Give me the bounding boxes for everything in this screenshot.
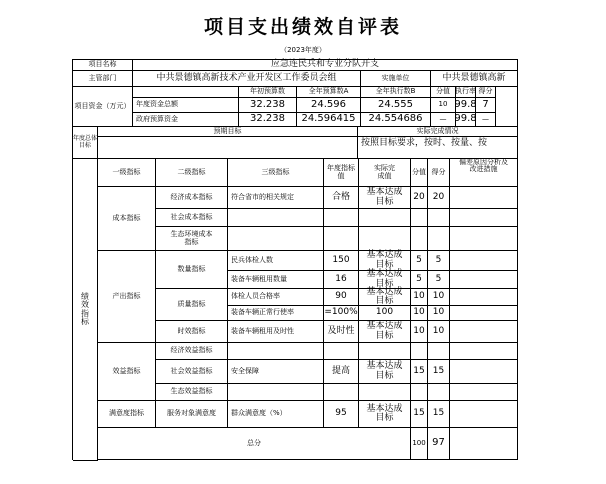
- funds-row-gov-executed: 24.554686: [361, 113, 431, 127]
- row-score: 15: [428, 360, 450, 384]
- total-points: 100: [411, 428, 428, 460]
- row-score: [428, 384, 450, 401]
- row-points: [411, 209, 428, 227]
- row-actual: 基本达成目标: [359, 321, 411, 343]
- goal-label: 年度总体目标: [73, 127, 98, 159]
- row-target: 提高: [324, 360, 359, 384]
- funds-row-gov-label: 政府预算资金: [133, 113, 239, 127]
- row-level3: 装备车辆租用数量: [228, 271, 324, 289]
- row-actual: [359, 384, 411, 401]
- funds-header-score: 得分: [476, 87, 496, 98]
- funds-row-total-full: 24.596: [297, 98, 361, 113]
- row-score: 5: [428, 271, 450, 289]
- row-target: 及时性: [324, 321, 359, 343]
- level2-quantity: 数量指标: [156, 251, 228, 289]
- row-actual: [359, 209, 411, 227]
- total-reason: [450, 428, 518, 460]
- row-level3: 装备车辆租用及时性: [228, 321, 324, 343]
- funds-header-rate: 执行率: [456, 87, 476, 98]
- row-target: 95: [324, 401, 359, 428]
- row-target: [324, 209, 359, 227]
- row-reason: [450, 384, 518, 401]
- row-level3: [228, 384, 324, 401]
- total-score: 97: [428, 428, 450, 460]
- funds-header-initial: 年初预算数: [239, 87, 297, 98]
- funds-header-blank: [133, 87, 239, 98]
- row-points: [411, 384, 428, 401]
- row-level2: 生态环境成本指标: [156, 227, 228, 251]
- funds-row-total-label: 年度资金总额: [133, 98, 239, 113]
- row-reason: [450, 187, 518, 209]
- funds-label: 项目资金（万元）: [73, 87, 133, 127]
- dept-label: 主管部门: [73, 71, 133, 87]
- funds-row-gov-points: —: [431, 113, 456, 127]
- row-reason: [450, 209, 518, 227]
- header-target: 年度指标值: [324, 159, 359, 187]
- row-level3: 符合省市的相关规定: [228, 187, 324, 209]
- row-level2: 经济成本指标: [156, 187, 228, 209]
- page-title: 项目支出绩效自评表: [203, 16, 402, 38]
- funds-row-total-rate: 99.8: [456, 98, 476, 113]
- row-level3: 安全保障: [228, 360, 324, 384]
- funds-row-total-initial: 32.238: [239, 98, 297, 113]
- header-score: 得分: [428, 159, 450, 187]
- row-reason: [450, 401, 518, 428]
- funds-header-points: 分值: [431, 87, 456, 98]
- header-points: 分值: [411, 159, 428, 187]
- page-subtitle: （2023年度）: [280, 46, 326, 54]
- impl-label: 实施单位: [361, 71, 431, 87]
- row-reason: [450, 321, 518, 343]
- row-level2: 时效指标: [156, 321, 228, 343]
- row-level3: [228, 343, 324, 360]
- row-reason: [450, 271, 518, 289]
- header-level1: 一级指标: [98, 159, 156, 187]
- project-name-label: 项目名称: [73, 60, 133, 71]
- funds-header-full: 全年预算数A: [297, 87, 361, 98]
- impl-value: 中共景德镇高新: [431, 71, 518, 87]
- row-actual: 基本达成目标: [359, 289, 411, 306]
- row-points: 5: [411, 251, 428, 271]
- actual-goal-value: 按照目标要求，按时、按量、按: [358, 137, 518, 159]
- row-level2: 生态效益指标: [156, 384, 228, 401]
- row-level3: [228, 209, 324, 227]
- row-level3: [228, 227, 324, 251]
- row-score: 10: [428, 289, 450, 306]
- row-target: 16: [324, 271, 359, 289]
- level2-quality: 质量指标: [156, 289, 228, 321]
- row-score: 5: [428, 251, 450, 271]
- row-points: [411, 343, 428, 360]
- row-actual: 基本达成目标: [359, 187, 411, 209]
- actual-goal-label: 实际完成情况: [358, 127, 518, 137]
- row-level3: 装备车辆正常行使率: [228, 306, 324, 321]
- row-points: 10: [411, 321, 428, 343]
- funds-row-gov-rate: 99.8: [456, 113, 476, 127]
- row-level2: 社会效益指标: [156, 360, 228, 384]
- expected-goal-label: 预期目标: [98, 127, 358, 137]
- row-points: 10: [411, 306, 428, 321]
- dept-value: 中共景德镇高新技术产业开发区工作委员会组: [133, 71, 361, 87]
- row-points: 5: [411, 271, 428, 289]
- header-actual: 实际完成值: [359, 159, 411, 187]
- total-label: 总分: [98, 428, 411, 460]
- funds-blank-right: [496, 87, 518, 127]
- row-points: 10: [411, 289, 428, 306]
- row-points: 15: [411, 360, 428, 384]
- row-level3: 民兵体检人数: [228, 251, 324, 271]
- header-reason: 偏差原因分析及改进措施: [450, 159, 518, 187]
- row-reason: [450, 251, 518, 271]
- header-level3: 三级指标: [228, 159, 324, 187]
- row-points: 20: [411, 187, 428, 209]
- header-level2: 二级指标: [156, 159, 228, 187]
- funds-row-total-points: 10: [431, 98, 456, 113]
- funds-row-total-score: 7: [476, 98, 496, 113]
- group-output: 产出指标: [98, 251, 156, 343]
- funds-header-executed: 全年执行数B: [361, 87, 431, 98]
- row-level3: 体检人员合格率: [228, 289, 324, 306]
- group-satisfaction: 满意度指标: [98, 401, 156, 428]
- row-score: [428, 343, 450, 360]
- funds-row-gov-full: 24.596415: [297, 113, 361, 127]
- row-actual: [359, 227, 411, 251]
- row-target: 合格: [324, 187, 359, 209]
- project-name-value: 应急连民兵和专业分队开支: [133, 60, 518, 71]
- row-level3: 群众满意度（%）: [228, 401, 324, 428]
- group-benefit: 效益指标: [98, 343, 156, 401]
- row-reason: [450, 227, 518, 251]
- row-reason: [450, 360, 518, 384]
- row-target: [324, 227, 359, 251]
- row-actual: 基本达成目标: [359, 251, 411, 271]
- row-actual: 100: [359, 306, 411, 321]
- row-score: 10: [428, 321, 450, 343]
- row-level2: 服务对象满意度: [156, 401, 228, 428]
- row-points: 15: [411, 401, 428, 428]
- row-target: 150: [324, 251, 359, 271]
- row-actual: 基本达成目标: [359, 401, 411, 428]
- row-level2: 社会成本指标: [156, 209, 228, 227]
- row-actual: 基本达成目标: [359, 271, 411, 289]
- group-cost: 成本指标: [98, 187, 156, 251]
- row-target: 90: [324, 289, 359, 306]
- row-target: =100%: [324, 306, 359, 321]
- row-score: 10: [428, 306, 450, 321]
- evaluation-table: [72, 59, 518, 460]
- row-reason: [450, 289, 518, 306]
- expected-goal-value: [98, 137, 358, 159]
- row-reason: [450, 306, 518, 321]
- funds-row-total-executed: 24.555: [361, 98, 431, 113]
- row-actual: [359, 343, 411, 360]
- row-score: 15: [428, 401, 450, 428]
- row-actual: 基本达成目标: [359, 360, 411, 384]
- funds-row-gov-initial: 32.238: [239, 113, 297, 127]
- row-points: [411, 227, 428, 251]
- funds-row-gov-score: —: [476, 113, 496, 127]
- row-reason: [450, 343, 518, 360]
- row-score: [428, 209, 450, 227]
- row-target: [324, 384, 359, 401]
- perf-label: 绩效指标: [73, 159, 98, 461]
- row-target: [324, 343, 359, 360]
- row-score: [428, 227, 450, 251]
- row-level2: 经济效益指标: [156, 343, 228, 360]
- row-score: 20: [428, 187, 450, 209]
